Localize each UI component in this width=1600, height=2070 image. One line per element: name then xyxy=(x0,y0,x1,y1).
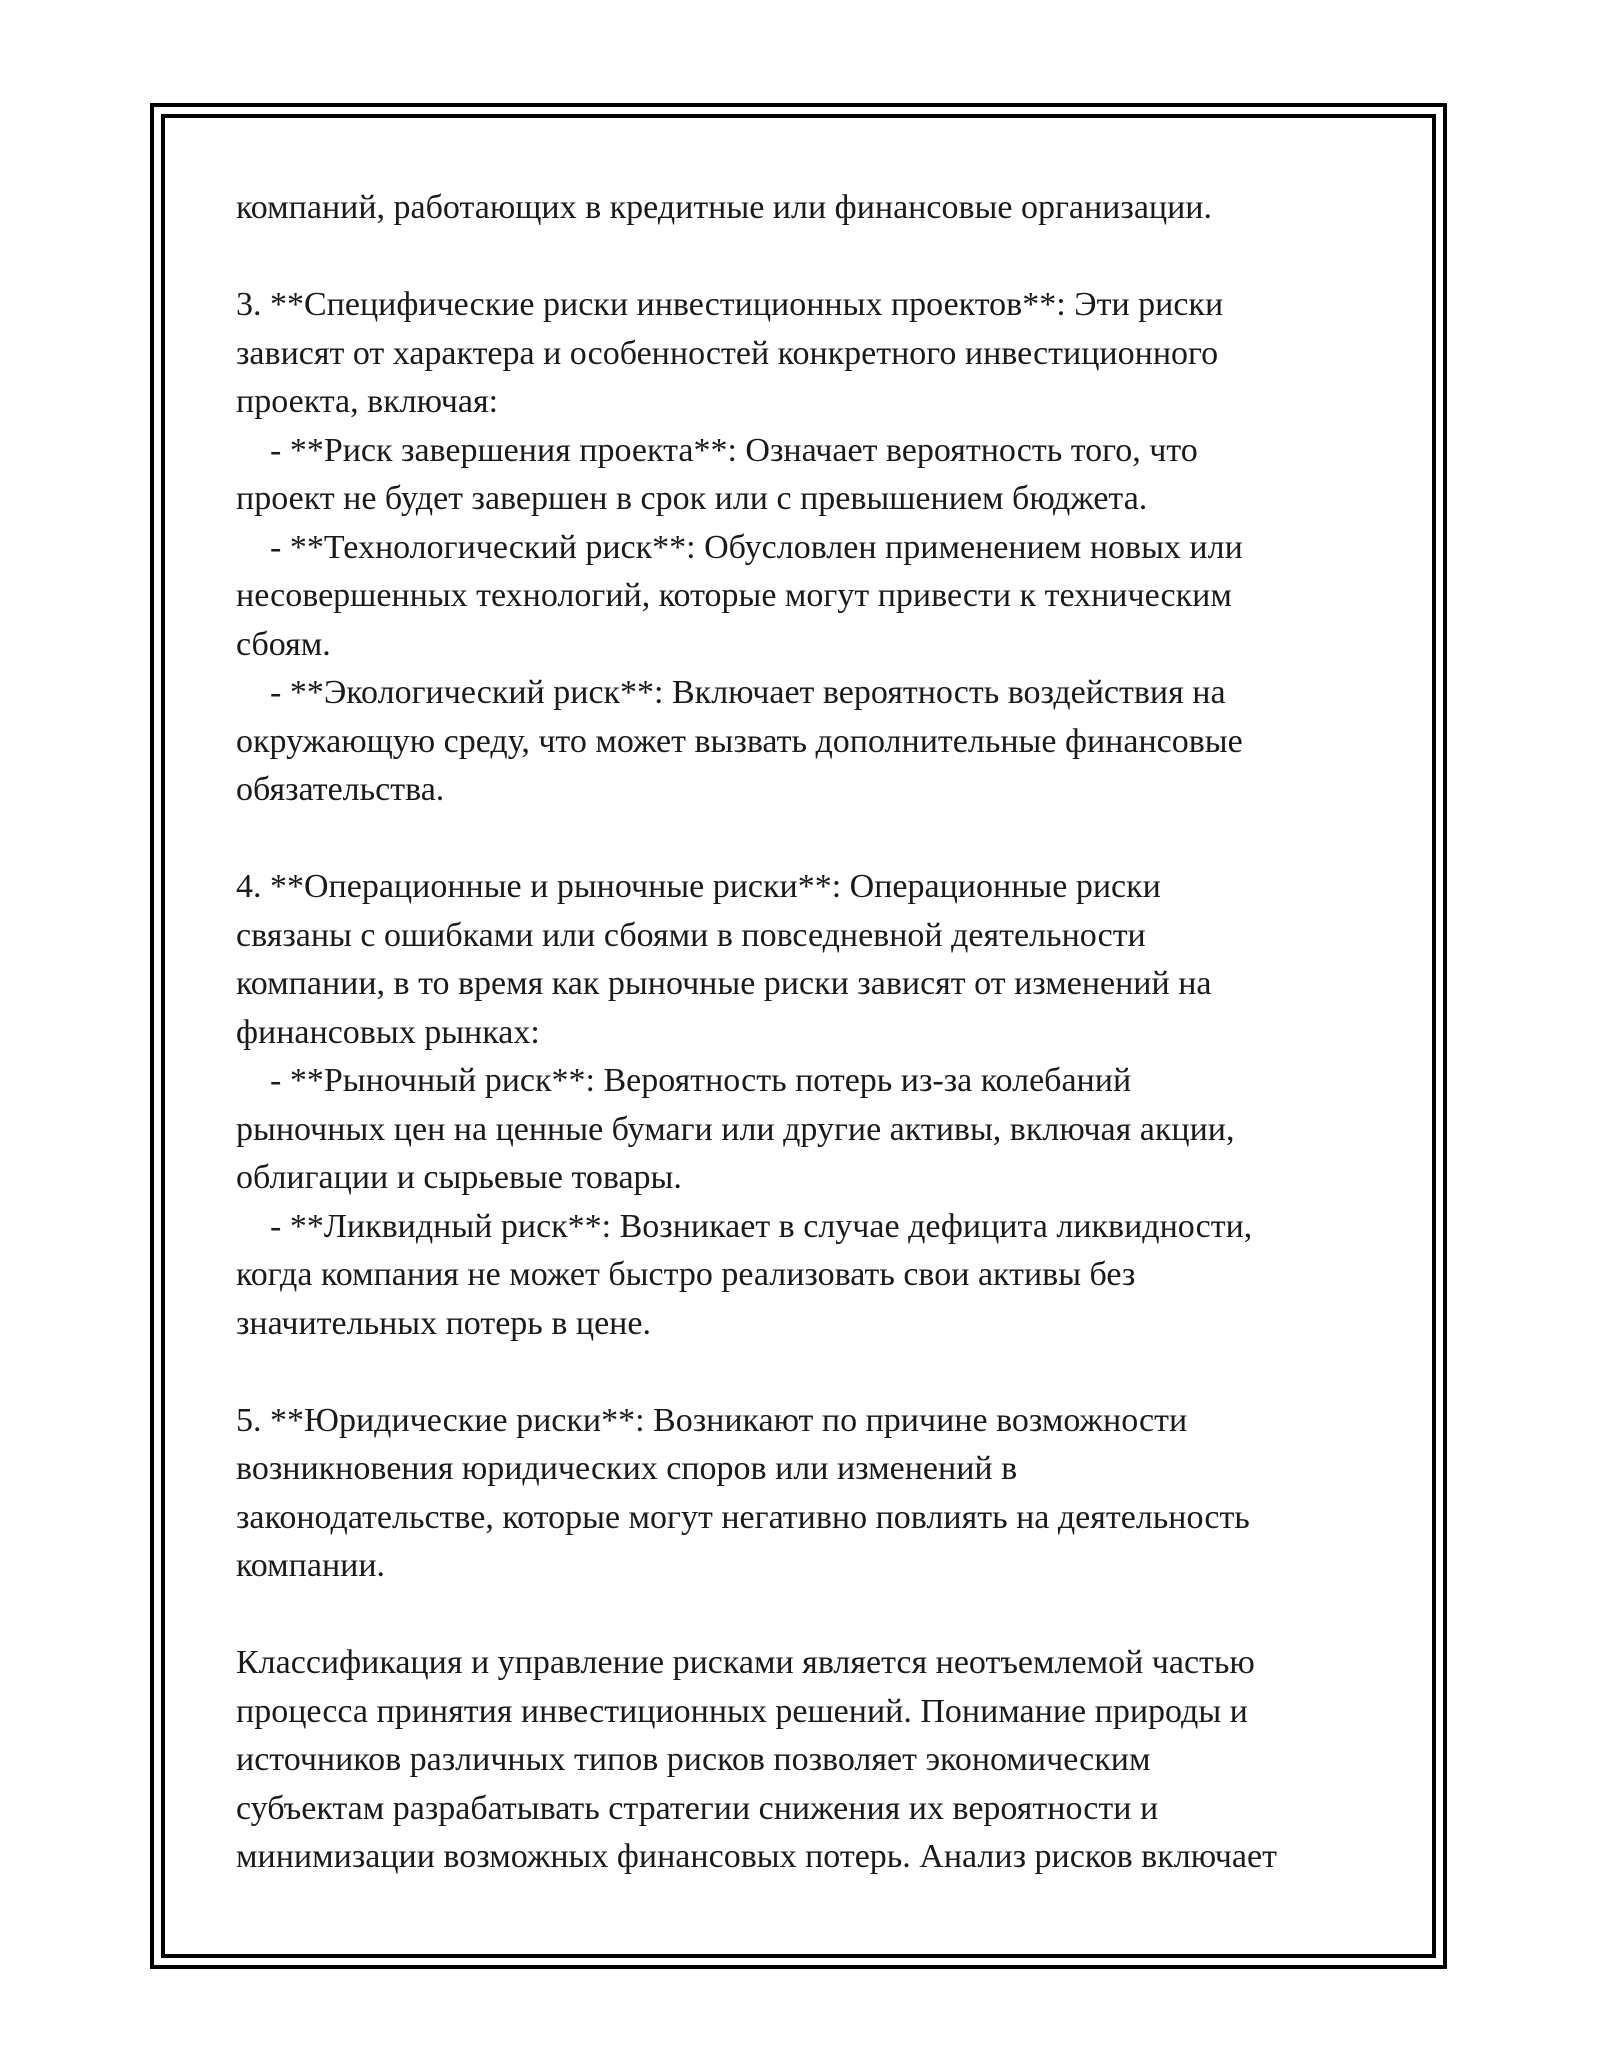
text-line: окружающую среду, что может вызвать дополнительные финансовые xyxy=(236,722,1243,760)
sub-list-item: - **Риск завершения проекта**: Означает вероятность того, что xyxy=(270,431,1198,469)
paragraph-line: источников различных типов рисков позволяет экономическим xyxy=(236,1741,1151,1778)
text-line: когда компания не может быстро реализовать свои активы без xyxy=(236,1256,1136,1293)
text-line: рыночных цен на ценные бумаги или другие активы, включая акции, xyxy=(236,1110,1235,1148)
paragraph-line: Классификация и управление рисками является неотъемлемой частью xyxy=(236,1644,1255,1681)
sub-list-item: - **Ликвидный риск**: Возникает в случае дефицита ликвидности, xyxy=(270,1207,1253,1245)
text-line: законодательстве, которые могут негативно повлиять на деятельность xyxy=(236,1498,1250,1536)
list-item-heading: 5. **Юридические риски**: Возникают по причине возможности xyxy=(236,1401,1188,1439)
sub-list-item: - **Рыночный риск**: Вероятность потерь из-за колебаний xyxy=(270,1062,1132,1099)
sub-list-item: - **Технологический риск**: Обусловлен применением новых или xyxy=(270,528,1243,566)
text-line: сбоям. xyxy=(236,625,331,663)
text-line: связаны с ошибками или сбоями в повседневной деятельности xyxy=(236,916,1146,954)
paragraph-line: субъектам разрабатывать стратегии снижения их вероятности и xyxy=(236,1789,1159,1827)
text-line: проекта, включая: xyxy=(236,383,499,420)
text-line: компании. xyxy=(236,1547,386,1584)
text-line: компаний, работающих в кредитные или финансовые организации. xyxy=(236,189,1212,226)
text-line: обязательства. xyxy=(236,771,445,808)
paragraph-line: минимизации возможных финансовых потерь. Анализ рисков включает xyxy=(236,1838,1277,1875)
blank-line xyxy=(236,1348,1396,1397)
text-line: значительных потерь в цене. xyxy=(236,1304,651,1342)
text-line: финансовых рынках: xyxy=(236,1013,540,1051)
text-line: облигации и сырьевые товары. xyxy=(236,1159,682,1196)
list-item-heading: 3. **Специфические риски инвестиционных проектов**: Эти риски xyxy=(236,286,1224,323)
paragraph-line: процесса принятия инвестиционных решений. Понимание природы и xyxy=(236,1692,1248,1730)
text-line: возникновения юридических споров или изменений в xyxy=(236,1450,1018,1487)
text-line: проект не будет завершен в срок или с превышением бюджета. xyxy=(236,480,1148,517)
blank-line xyxy=(236,233,1396,282)
text-line: компании, в то время как рыночные риски зависят от изменений на xyxy=(236,965,1212,1002)
text-line: несовершенных технологий, которые могут привести к техническим xyxy=(236,577,1232,614)
document-body xyxy=(236,184,1396,1882)
blank-line xyxy=(236,1591,1396,1640)
text-line: зависят от характера и особенностей конкретного инвестиционного xyxy=(236,334,1219,372)
blank-line xyxy=(236,815,1396,864)
sub-list-item: - **Экологический риск**: Включает вероятность воздействия на xyxy=(270,674,1226,711)
list-item-heading: 4. **Операционные и рыночные риски**: Операционные риски xyxy=(236,868,1161,905)
